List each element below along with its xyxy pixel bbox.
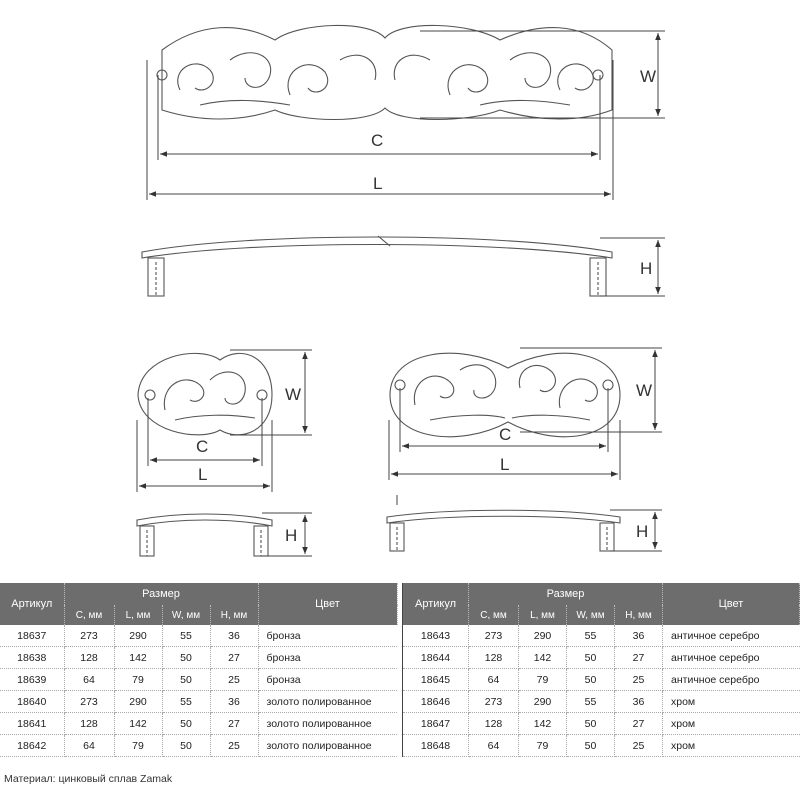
dimension-w-large <box>420 31 665 118</box>
table-row <box>403 691 800 713</box>
material-note: Материал: цинковый сплав Zamak <box>4 773 173 785</box>
table-row <box>403 713 800 735</box>
cell-l: 79 <box>519 669 567 691</box>
dim-label-w-large: W <box>640 67 657 86</box>
header-size: Размер <box>64 583 258 605</box>
header-c: C, мм <box>64 605 114 625</box>
cell-color: золото полированное <box>258 735 397 757</box>
cell-w: 50 <box>567 669 615 691</box>
cell-h: 27 <box>615 647 663 669</box>
cell-l: 142 <box>114 713 162 735</box>
cell-color: античное серебро <box>663 669 800 691</box>
cell-c: 128 <box>64 647 114 669</box>
dim-label-w-small: W <box>285 385 302 404</box>
cell-h: 27 <box>210 713 258 735</box>
spec-table-left <box>0 583 398 757</box>
cell-color: золото полированное <box>258 713 397 735</box>
cell-color: бронза <box>258 625 397 647</box>
header-h: H, мм <box>615 605 663 625</box>
cell-h: 36 <box>615 625 663 647</box>
cell-color: золото полированное <box>258 691 397 713</box>
cell-c: 128 <box>469 647 519 669</box>
cell-l: 79 <box>114 735 162 757</box>
cell-c: 273 <box>469 691 519 713</box>
small-handle-top-view <box>138 353 272 434</box>
cell-color: хром <box>663 735 800 757</box>
dim-label-h-large: H <box>640 259 653 278</box>
cell-article: 18648 <box>403 735 469 757</box>
cell-article: 18645 <box>403 669 469 691</box>
header-h: H, мм <box>210 605 258 625</box>
cell-w: 50 <box>162 713 210 735</box>
cell-l: 79 <box>519 735 567 757</box>
cell-w: 50 <box>162 647 210 669</box>
large-handle-top-view <box>157 25 612 119</box>
dim-label-h-small: H <box>285 526 298 545</box>
cell-w: 50 <box>162 735 210 757</box>
cell-h: 36 <box>210 625 258 647</box>
dim-label-c-large: C <box>371 131 384 150</box>
medium-handle-side-view <box>387 495 620 551</box>
cell-h: 25 <box>615 735 663 757</box>
cell-article: 18642 <box>0 735 64 757</box>
header-c: C, мм <box>469 605 519 625</box>
cell-w: 50 <box>567 735 615 757</box>
header-color: Цвет <box>663 583 800 625</box>
cell-c: 273 <box>64 625 114 647</box>
cell-color: хром <box>663 691 800 713</box>
table-row <box>403 735 800 757</box>
dim-label-l-medium: L <box>500 455 510 474</box>
dimension-h-large <box>600 238 665 296</box>
spec-tables <box>0 583 800 763</box>
cell-article: 18643 <box>403 625 469 647</box>
cell-w: 50 <box>162 669 210 691</box>
dim-label-c-medium: C <box>499 425 512 444</box>
cell-h: 25 <box>615 669 663 691</box>
cell-l: 142 <box>114 647 162 669</box>
cell-c: 64 <box>64 669 114 691</box>
cell-h: 36 <box>615 691 663 713</box>
large-handle-side-view <box>142 236 612 296</box>
table-row <box>403 669 800 691</box>
header-article: Артикул <box>0 583 64 625</box>
table-row <box>403 625 800 647</box>
dim-label-c-small: C <box>196 437 209 456</box>
cell-l: 142 <box>519 647 567 669</box>
cell-w: 50 <box>567 647 615 669</box>
cell-article: 18638 <box>0 647 64 669</box>
cell-h: 27 <box>210 647 258 669</box>
cell-h: 36 <box>210 691 258 713</box>
cell-l: 79 <box>114 669 162 691</box>
cell-h: 25 <box>210 669 258 691</box>
cell-color: хром <box>663 713 800 735</box>
cell-article: 18640 <box>0 691 64 713</box>
table-row <box>0 647 397 669</box>
cell-c: 128 <box>64 713 114 735</box>
table-row <box>0 691 397 713</box>
cell-c: 64 <box>469 735 519 757</box>
cell-article: 18644 <box>403 647 469 669</box>
cell-color: античное серебро <box>663 625 800 647</box>
spec-table-right <box>402 583 800 757</box>
cell-w: 55 <box>162 625 210 647</box>
table-row <box>403 647 800 669</box>
dim-label-w-medium: W <box>636 381 653 400</box>
cell-w: 55 <box>567 691 615 713</box>
header-size: Размер <box>469 583 663 605</box>
header-w: W, мм <box>567 605 615 625</box>
table-row <box>0 669 397 691</box>
cell-c: 273 <box>469 625 519 647</box>
dim-label-l-large: L <box>373 174 383 193</box>
cell-article: 18647 <box>403 713 469 735</box>
header-article: Артикул <box>403 583 469 625</box>
table-row <box>0 713 397 735</box>
cell-c: 64 <box>64 735 114 757</box>
cell-w: 55 <box>162 691 210 713</box>
cell-c: 273 <box>64 691 114 713</box>
cell-w: 55 <box>567 625 615 647</box>
header-w: W, мм <box>162 605 210 625</box>
cell-color: бронза <box>258 647 397 669</box>
cell-l: 290 <box>114 691 162 713</box>
cell-article: 18646 <box>403 691 469 713</box>
dim-label-l-small: L <box>198 465 208 484</box>
cell-h: 25 <box>210 735 258 757</box>
cell-l: 142 <box>519 713 567 735</box>
header-color: Цвет <box>258 583 397 625</box>
table-row <box>0 735 397 757</box>
cell-article: 18641 <box>0 713 64 735</box>
cell-w: 50 <box>567 713 615 735</box>
cell-article: 18639 <box>0 669 64 691</box>
cell-c: 64 <box>469 669 519 691</box>
cell-l: 290 <box>519 691 567 713</box>
header-l: L, мм <box>114 605 162 625</box>
cell-c: 128 <box>469 713 519 735</box>
dim-label-h-medium: H <box>636 522 649 541</box>
small-handle-side-view <box>137 514 272 556</box>
cell-l: 290 <box>519 625 567 647</box>
cell-l: 290 <box>114 625 162 647</box>
table-row <box>0 625 397 647</box>
cell-color: бронза <box>258 669 397 691</box>
cell-color: античное серебро <box>663 647 800 669</box>
header-l: L, мм <box>519 605 567 625</box>
cell-h: 27 <box>615 713 663 735</box>
cell-article: 18637 <box>0 625 64 647</box>
